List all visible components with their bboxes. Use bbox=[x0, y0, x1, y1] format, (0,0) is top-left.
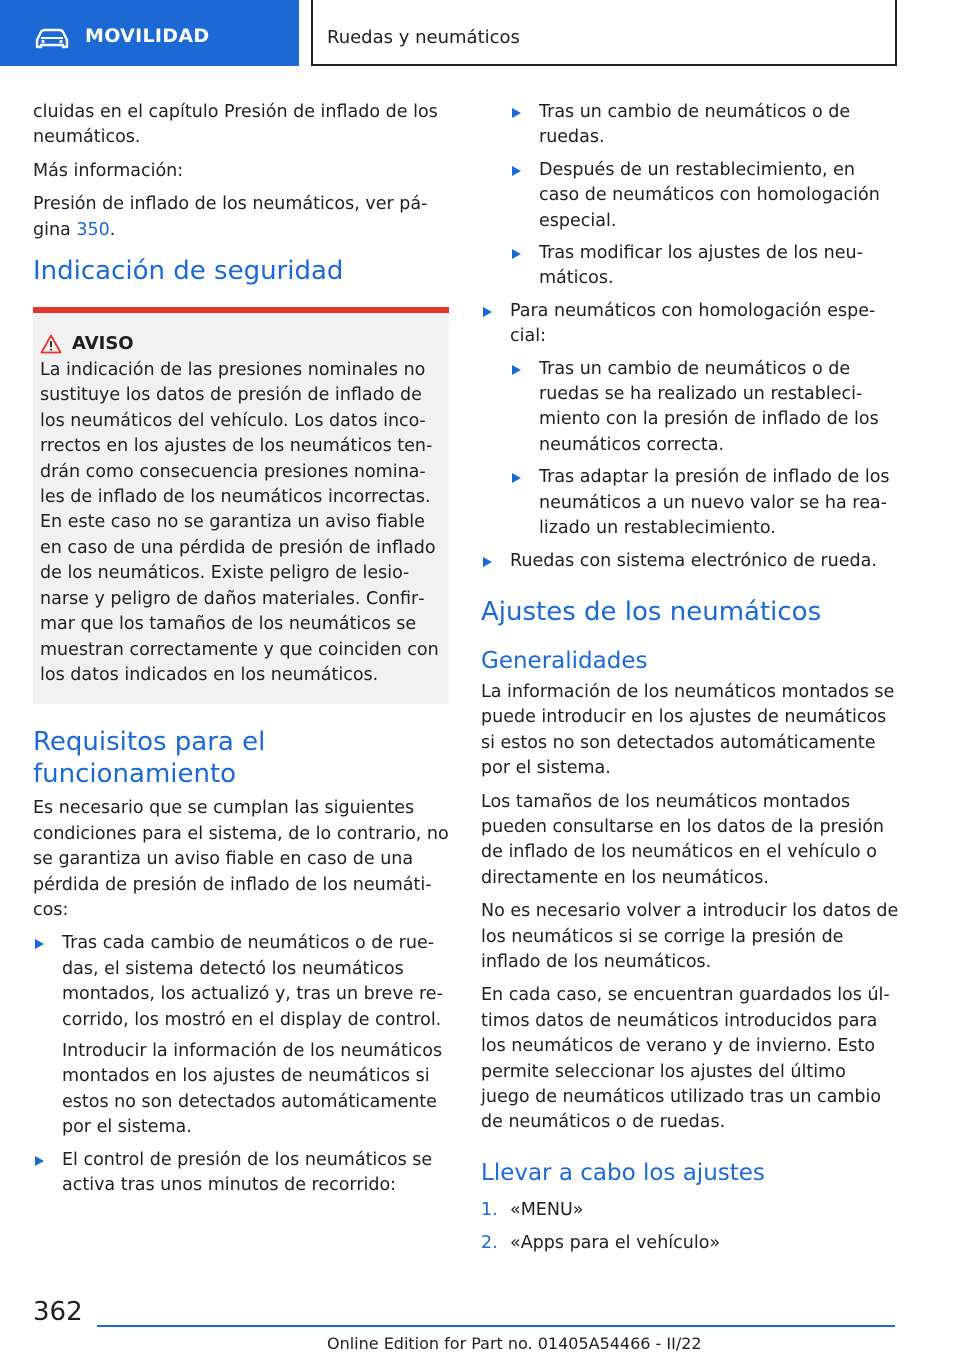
warning-title: AVISO bbox=[72, 333, 134, 355]
bullet-list bbox=[33, 931, 449, 1198]
paragraph: La información de los neumáticos montados se puede introducir en los ajustes de neumáticos si estos no son detectados automáticamente por el sistema. bbox=[481, 681, 895, 779]
car-icon bbox=[34, 27, 70, 51]
paragraph: Presión de inflado de los neumáticos, ver página 350. bbox=[33, 194, 428, 240]
footer-edition: Online Edition for Part no. 01405A54466 - II/22 bbox=[327, 1334, 702, 1353]
steps-list bbox=[481, 1198, 899, 1257]
bullet-list bbox=[481, 299, 899, 574]
sub-bullet-list bbox=[481, 100, 899, 292]
warning-box bbox=[33, 307, 449, 704]
list-item: Tras un cambio de neumáticos o de ruedas. bbox=[510, 100, 899, 151]
list-item: El control de presión de los neumáticos se activa tras unos minutos de recorrido: bbox=[33, 1148, 449, 1199]
paragraph: Es necesario que se cumplan las siguientes condiciones para el sistema, de lo contrario, no se garantiza un aviso fiable en caso de una pérdida de presión de inflado de los neumáticos: bbox=[33, 798, 449, 920]
footer-divider bbox=[97, 1325, 895, 1327]
list-item: Tras modificar los ajustes de los neumáticos. bbox=[510, 241, 899, 292]
left-column bbox=[33, 100, 449, 1205]
list-item: Tras adaptar la presión de inflado de los neumáticos a un nuevo valor se ha realizado un restablecimiento. bbox=[510, 465, 899, 541]
paragraph: En cada caso, se encuentran guardados los últimos datos de neumáticos introducidos para los neumáticos de verano y de invierno. Esto permite seleccionar los ajustes del último juego de neumáticos utilizado tras un cambio de neumáticos o de ruedas. bbox=[481, 985, 890, 1133]
paragraph: Más información: bbox=[33, 160, 184, 181]
sub-bullet-list bbox=[510, 357, 899, 542]
list-item: 2. «Apps para el vehículo» bbox=[481, 1233, 721, 1254]
list-item: Tras cada cambio de neumáticos o de ruedas, el sistema detectó los neumáticos montados, los actualizó y, tras un breve recorrido, los mostró en el display de control. Introducir la información de los neumáticos montados en los ajustes de neumáticos si estos no son detectados automáticamente por el sistema. bbox=[33, 931, 449, 1140]
section-tab[interactable] bbox=[0, 0, 299, 66]
list-item: Tras un cambio de neumáticos o de ruedas se ha realizado un restablecimiento con la presión de inflado de los neumáticos correcta. bbox=[510, 357, 899, 459]
warning-text: La indicación de las presiones nominales no sustituye los datos de presión de inflado de los neumáticos del vehículo. Los datos incorrectos en los ajustes de los neumáticos tendrán como consecuencia presiones nominales de inflado de los neumáticos incorrectas. En este caso no se garantiza un aviso fiable en caso de una pérdida de presión de inflado de los neumáticos. Existe peligro de lesionarse y peligro de daños materiales. Confirmar que los tamaños de los neumáticos se muestran correctamente y que coinciden con los datos indicados en los neumáticos. bbox=[40, 360, 439, 685]
heading-requisitos: Requisitos para el funcionamiento bbox=[33, 727, 266, 790]
chapter-title: Ruedas y neumáticos bbox=[327, 27, 520, 48]
warning-triangle-icon bbox=[40, 334, 62, 354]
paragraph: cluidas en el capítulo Presión de inflado de los neumáticos. bbox=[33, 102, 438, 148]
list-item: Ruedas con sistema electrónico de rueda. bbox=[481, 549, 899, 574]
list-item: Después de un restablecimiento, en caso de neumáticos con homologación especial. bbox=[510, 158, 899, 234]
heading-generalidades: Generalidades bbox=[481, 647, 648, 674]
paragraph: Los tamaños de los neumáticos montados pueden consultarse en los datos de la presión de inflado de los neumáticos en el vehículo o directamente en los neumáticos. bbox=[481, 791, 885, 888]
chapter-header bbox=[311, 0, 897, 66]
section-title: MOVILIDAD bbox=[85, 25, 210, 47]
paragraph: No es necesario volver a introducir los datos de los neumáticos si se corrige la presión de inflado de los neumáticos. bbox=[481, 901, 899, 972]
list-item: Para neumáticos con homologación especial: Tras un cambio de neumáticos o de ruedas se ha realizado un restablecimiento con la presión de inflado de los neumáticos correcta. Tras adaptar la presión de inflado de los neumáticos a un nuevo valor se ha realizado un restablecimiento. bbox=[481, 299, 899, 542]
heading-seguridad: Indicación de seguridad bbox=[33, 256, 344, 287]
heading-ajustes: Ajustes de los neumáticos bbox=[481, 596, 822, 627]
list-item: 1. «MENU» bbox=[481, 1199, 584, 1220]
right-column bbox=[481, 100, 899, 1265]
page-number: 362 bbox=[33, 1297, 83, 1327]
page-reference-link[interactable]: 350 bbox=[76, 219, 110, 240]
heading-llevar: Llevar a cabo los ajustes bbox=[481, 1159, 765, 1186]
